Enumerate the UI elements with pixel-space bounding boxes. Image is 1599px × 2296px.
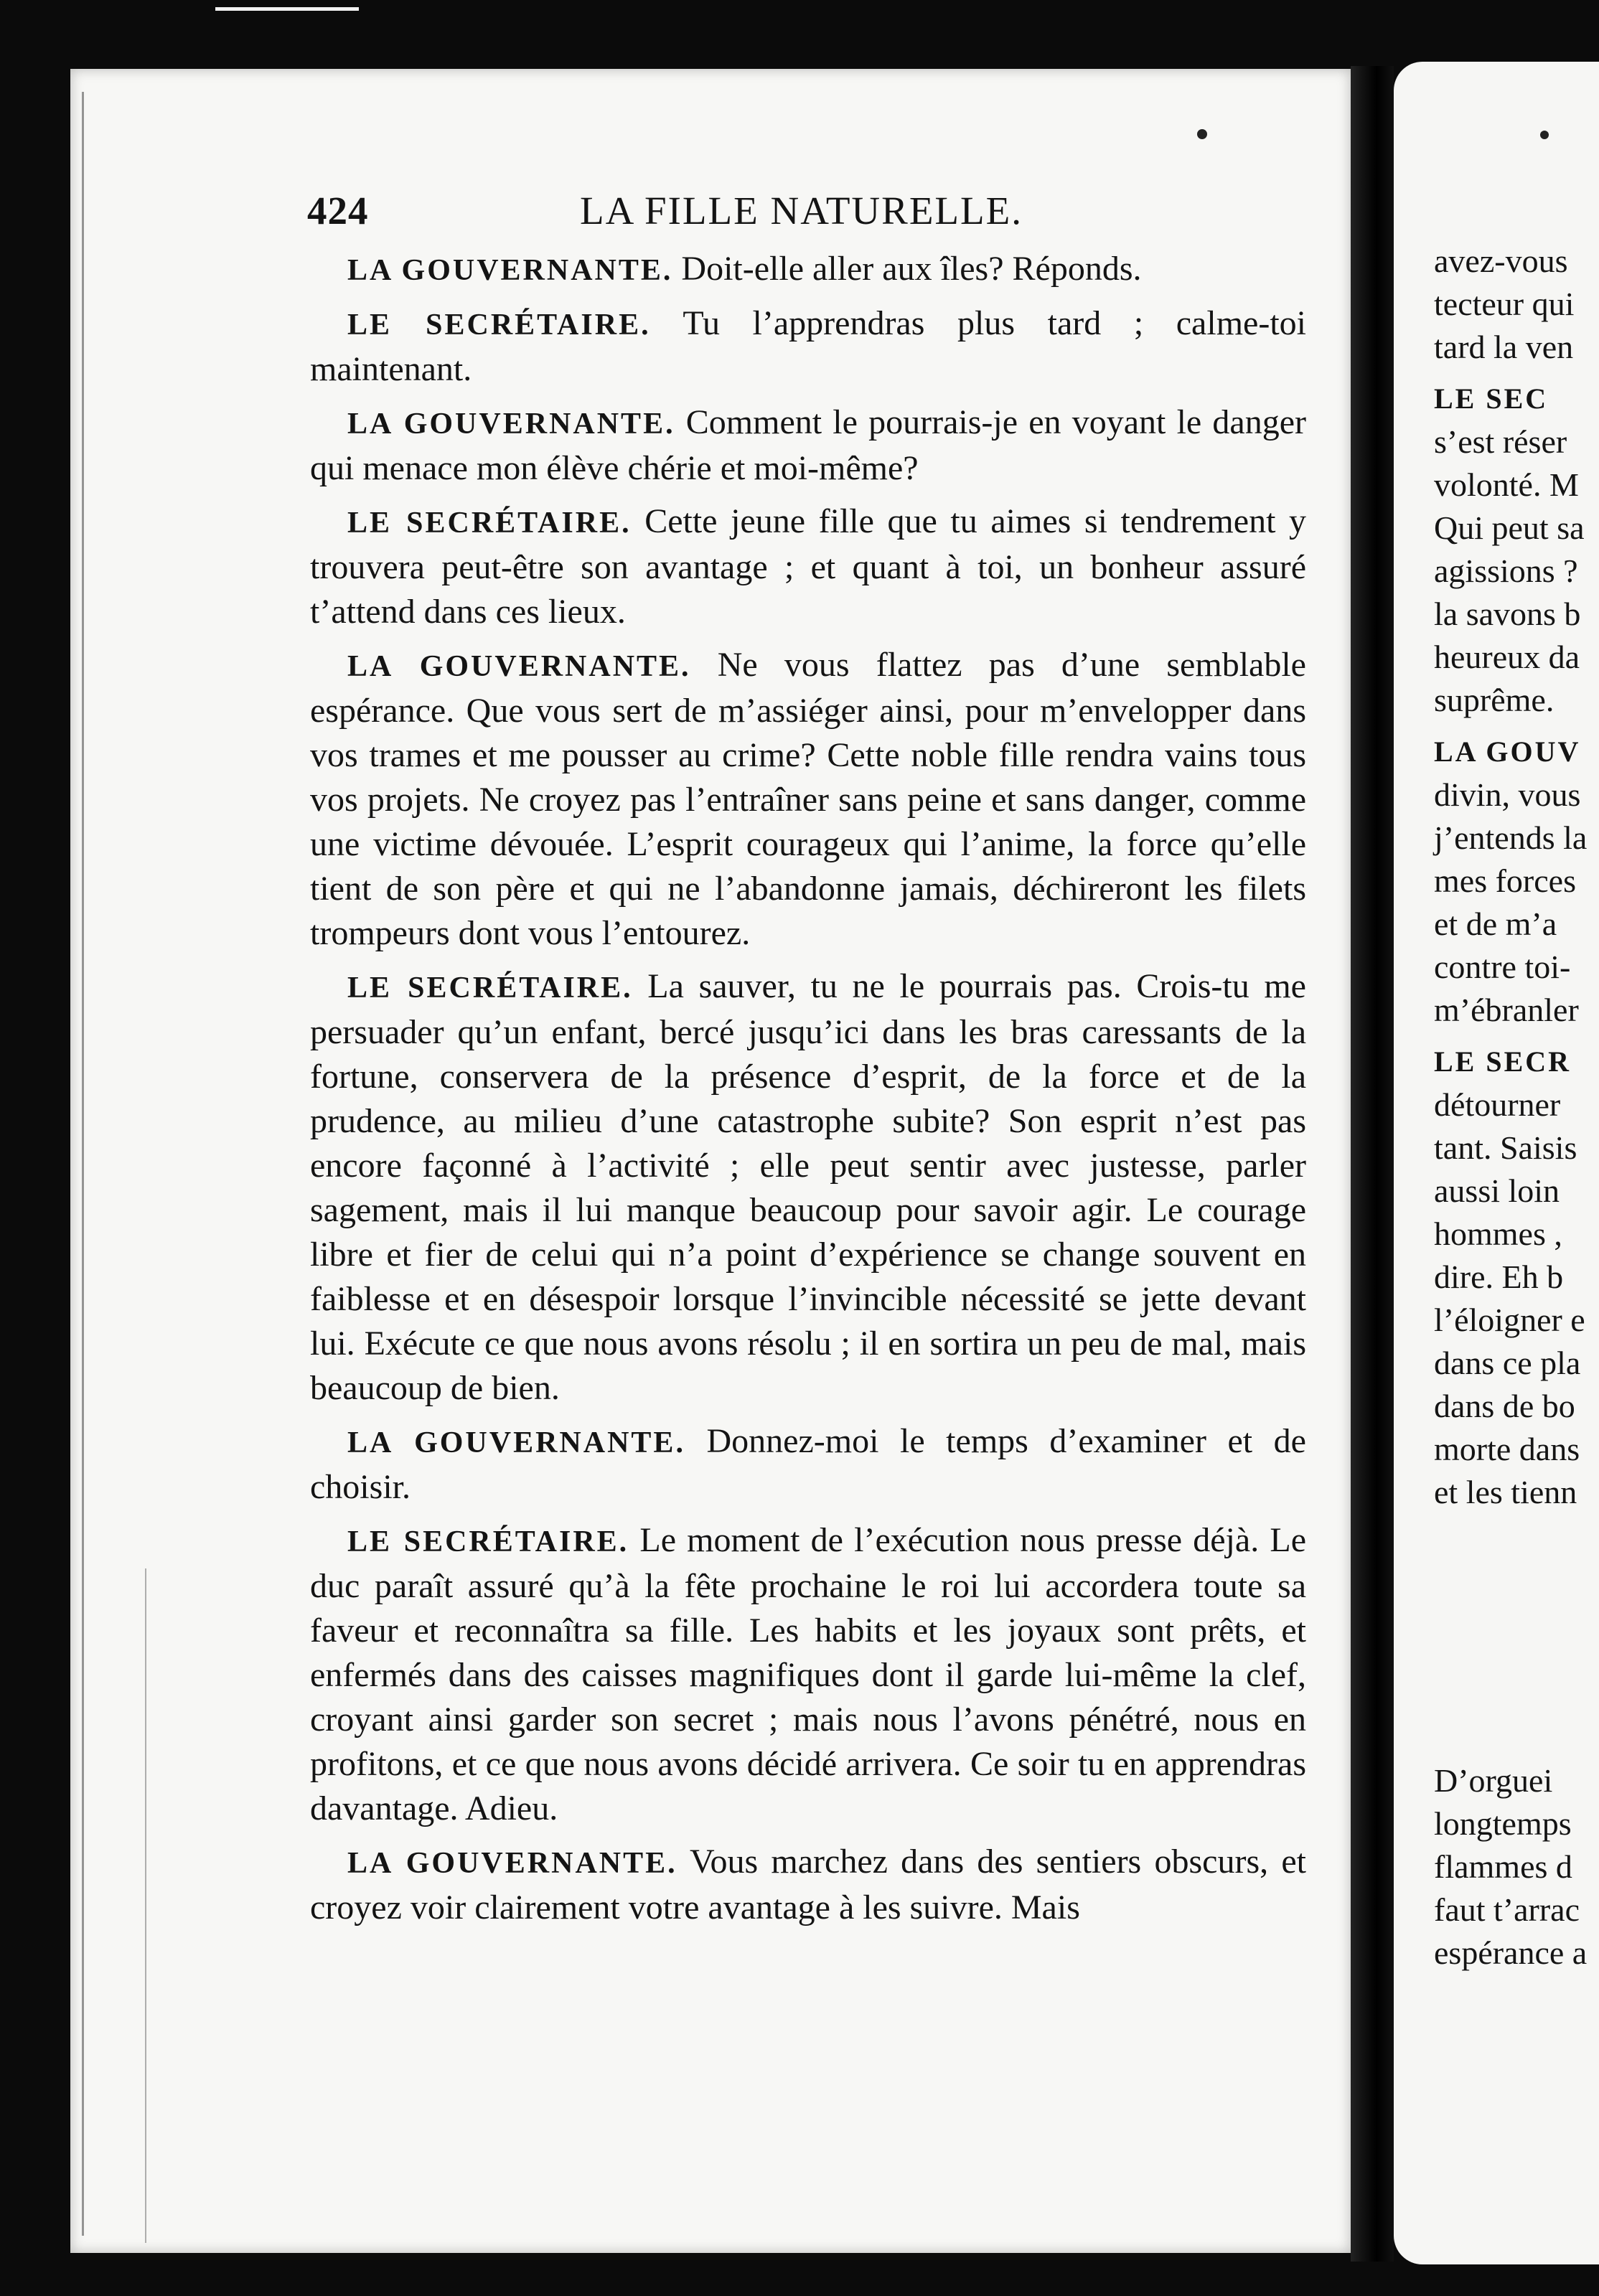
dialogue-paragraph (310, 1840, 1306, 1930)
right-line: j’entends la (1434, 819, 1588, 856)
right-line: agissions ? (1434, 552, 1578, 589)
right-line: dire. Eh b (1434, 1258, 1564, 1295)
right-line: hommes , (1434, 1215, 1562, 1252)
right-line: flammes d (1434, 1848, 1572, 1885)
right-line: aussi loin (1434, 1172, 1560, 1209)
right-line: LE SECR (1434, 1045, 1572, 1078)
scan-edge-mark (215, 7, 359, 11)
right-line: s’est réser (1434, 423, 1567, 460)
dialogue-text: Doit-elle aller aux îles? Réponds. (672, 250, 1142, 288)
speaker-label: LE SECRÉTAIRE. (347, 971, 633, 1004)
right-line: mes forces (1434, 862, 1576, 899)
dialogue-text: Donnez-moi le temps d’examiner et de choisir. (310, 1422, 1306, 1506)
speaker-label: LA GOUVERNANTE. (347, 1426, 685, 1459)
right-line: la savons b (1434, 596, 1581, 632)
dialogue-paragraph (310, 247, 1306, 293)
right-line: contre toi- (1434, 949, 1571, 985)
right-line: morte dans (1434, 1431, 1580, 1467)
right-line: divin, vous (1434, 776, 1581, 813)
dialogue-text: Cette jeune fille que tu aimes si tendrement y trouvera peut-être son avantage ; et quant à toi, un bonheur assuré t’attend dans ces lieux. (310, 502, 1306, 631)
right-line: longtemps (1434, 1805, 1572, 1842)
dialogue-paragraph (310, 301, 1306, 392)
right-line: LA GOUV (1434, 735, 1581, 768)
right-line: détourner (1434, 1086, 1561, 1123)
right-line: D’orguei (1434, 1762, 1553, 1799)
speaker-label: LA GOUVERNANTE. (347, 254, 673, 287)
right-line: espérance a (1434, 1934, 1588, 1971)
right-fragment-group (1434, 240, 1599, 369)
book-binding-gutter (1351, 66, 1394, 2262)
dialogue-text: Vous marchez dans des sentiers obscurs, et croyez voir clairement votre avantage à les suivre. Mais (310, 1843, 1306, 1926)
scan-speck (1197, 129, 1207, 139)
right-line: heureux da (1434, 639, 1580, 675)
right-line: volonté. M (1434, 466, 1579, 503)
right-line: l’éloigner e (1434, 1302, 1585, 1338)
right-line: suprême. (1434, 682, 1555, 718)
spacer (1434, 1523, 1599, 1759)
dialogue-text: Le moment de l’exécution nous presse déjà. Le duc paraît assuré qu’à la fête prochaine le roi lui accordera toute sa faveur et reconnaîtra sa fille. Les habits et les joyaux sont prêts, et enfermés dans des caisses magnifiques dont il garde lui-même la clef, croyant ainsi garder son secret ; mais nous l’avons pénétré, nous en profitons, et ce que nous avons décidé arrivera. Ce soir tu en apprendras davantage. Adieu. (310, 1521, 1306, 1827)
right-line: dans de bo (1434, 1388, 1575, 1424)
speaker-label: LA GOUVERNANTE. (347, 408, 675, 441)
speaker-label: LA GOUVERNANTE. (347, 1847, 677, 1880)
right-line: et les tienn (1434, 1474, 1577, 1510)
speaker-label: LE SECRÉTAIRE. (347, 1525, 629, 1558)
dialogue-paragraph (310, 1518, 1306, 1831)
right-line: et de m’a (1434, 905, 1557, 942)
dialogue-text: Ne vous flattez pas d’une semblable espérance. Que vous sert de m’assiéger ainsi, pour m’envelopper dans vos trames et me pousser au crime? Cette noble fille rendra vains tous vos projets. Ne croyez pas l’entraîner sans peine et sans danger, comme une victime dévouée. L’esprit courageux qui l’anime, la force qu’elle tient de son père et qui ne l’abandonne jamais, déchireront les filets trompeurs dont vous l’entourez. (310, 646, 1306, 952)
right-line: faut t’arrac (1434, 1891, 1580, 1928)
scan-speck (1540, 131, 1549, 139)
right-fragment-group (1434, 1759, 1599, 1975)
speaker-label: LA GOUVERNANTE. (347, 650, 691, 683)
right-fragment-group (1434, 1040, 1599, 1514)
main-text (310, 247, 1306, 1939)
right-line: tant. Saisis (1434, 1129, 1577, 1166)
speaker-label: LE SECRÉTAIRE. (347, 507, 632, 540)
dialogue-text: Comment le pourrais-je en voyant le danger qui menace mon élève chérie et moi-même? (310, 403, 1306, 487)
running-title: LA FILLE NATURELLE. (580, 189, 1023, 232)
right-fragment-group (1434, 730, 1599, 1032)
right-fragment-group (1434, 377, 1599, 722)
right-line: avez-vous (1434, 243, 1568, 279)
right-line: Qui peut sa (1434, 509, 1585, 546)
speaker-label: LE SECRÉTAIRE. (347, 309, 651, 342)
right-page-text (1434, 240, 1599, 1983)
dialogue-text: La sauver, tu ne le pourrais pas. Crois-tu me persuader qu’un enfant, bercé jusqu’ici dans les bras caressants de la fortune, conservera de la présence d’esprit, de la force et de la prudence, au milieu d’une catastrophe subite? Son esprit n’est pas encore façonné à l’activité ; elle peut sentir avec justesse, parler sagement, mais il lui manque beaucoup pour savoir agir. Le courage libre et fier de celui qui n’a point d’expérience se change souvent en faiblesse et en désespoir lorsque l’invincible nécessité se jette devant lui. Exécute ce que nous avons résolu ; il en sortira un peu de mal, mais beaucoup de bien. (310, 967, 1306, 1407)
right-line: tecteur qui (1434, 286, 1575, 322)
dialogue-paragraph (310, 1419, 1306, 1510)
dialogue-paragraph (310, 499, 1306, 634)
right-line: m’ébranler (1434, 992, 1579, 1028)
right-line: dans ce pla (1434, 1345, 1581, 1381)
dialogue-paragraph (310, 643, 1306, 956)
dialogue-paragraph (310, 964, 1306, 1411)
right-line: LE SEC (1434, 382, 1549, 415)
right-line: tard la ven (1434, 329, 1574, 365)
dialogue-text: Tu l’apprendras plus tard ; calme-toi maintenant. (310, 304, 1306, 388)
page-number: 424 (307, 189, 369, 232)
dialogue-paragraph (310, 400, 1306, 491)
running-head (307, 188, 1312, 245)
